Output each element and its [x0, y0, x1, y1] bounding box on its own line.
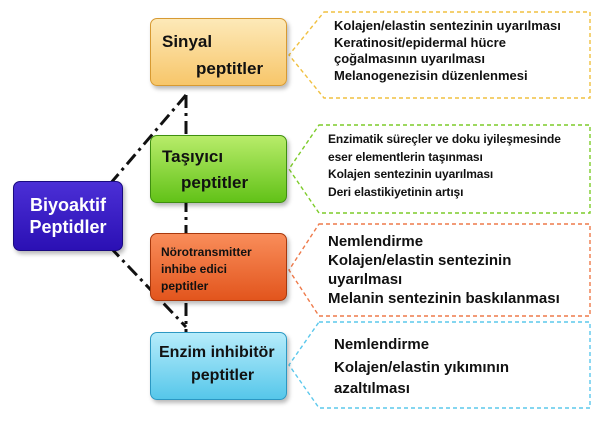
- category-tasiyici: [150, 135, 287, 203]
- category-norotransmitter: [150, 233, 287, 301]
- category-sinyal: [150, 18, 287, 86]
- root-label-line2: Peptidler: [29, 217, 107, 237]
- category-label: peptitler: [181, 173, 249, 192]
- description-tasiyici: [322, 131, 561, 201]
- description-line: çoğalmasının uyarılması: [334, 51, 486, 66]
- description-line: Keratinosit/epidermal hücre: [334, 34, 506, 50]
- description-line: Deri elastikiyetinin artışı: [328, 184, 464, 199]
- category-label: inhibe edici: [161, 262, 228, 276]
- category-label: peptitler: [191, 367, 255, 384]
- root-label-line1: Biyoaktif: [29, 195, 107, 215]
- category-label: Enzim inhibitör: [159, 344, 275, 361]
- root-node: [13, 181, 123, 251]
- description-line: Melanogenezisin düzenlenmesi: [334, 67, 528, 83]
- description-line: Enzimatik süreçler ve doku iyileşmesinde: [328, 132, 561, 146]
- description-line: Kolajen/elastin sentezinin uyarılması: [334, 18, 561, 33]
- description-line: uyarılması: [328, 271, 403, 288]
- description-enzim-inhibitor: [328, 334, 509, 399]
- category-label: Sinyal: [162, 32, 213, 51]
- category-label: Taşıyıcı: [162, 147, 224, 166]
- description-line: Kolajen/elastin yıkımının: [334, 359, 510, 376]
- description-line: Nemlendirme: [334, 336, 430, 353]
- description-sinyal: [328, 18, 561, 84]
- category-label: peptitler: [161, 279, 209, 293]
- description-line: Nemlendirme: [328, 233, 424, 250]
- description-line: azaltılması: [334, 380, 410, 397]
- category-label: peptitler: [196, 59, 264, 78]
- category-enzim-inhibitor: [150, 332, 287, 400]
- description-line: Kolajen sentezinin uyarılması: [328, 167, 494, 181]
- description-line: Kolajen/elastin sentezinin: [328, 252, 512, 269]
- description-line: Melanin sentezinin baskılanması: [328, 290, 560, 307]
- category-label: Nörotransmitter: [161, 245, 252, 259]
- description-norotransmitter: [322, 232, 560, 308]
- description-line: eser elementlerin taşınması: [328, 149, 483, 164]
